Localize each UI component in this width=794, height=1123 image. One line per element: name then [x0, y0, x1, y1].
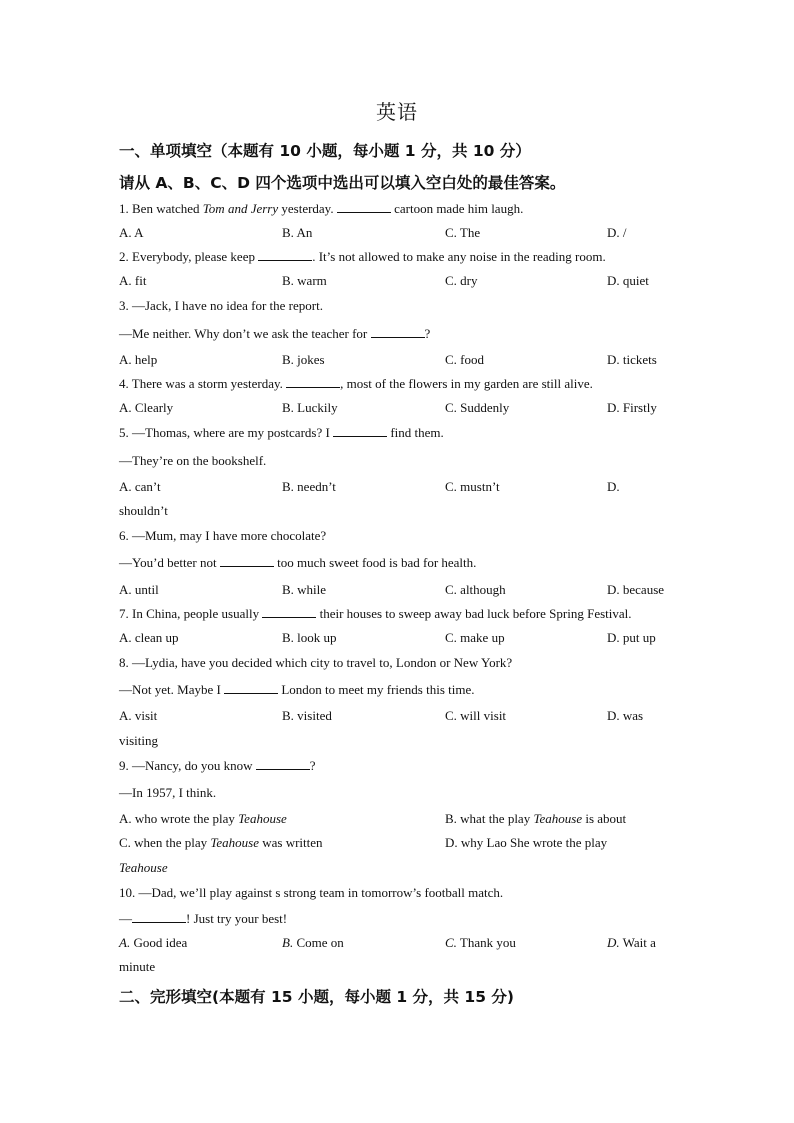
q3-option-b: B. jokes: [282, 352, 325, 367]
q8-option-b: B. visited: [282, 708, 332, 723]
q7-stem: 7. In China, people usually their houses to sweep away bad luck before Spring Festival.: [119, 606, 632, 621]
q6-stem: 6. —Mum, may I have more chocolate?: [119, 528, 327, 543]
q4-option-d: D. Firstly: [607, 400, 657, 415]
q5-stem: 5. —Thomas, where are my postcards? I find them.: [119, 425, 444, 440]
q8-option-c: C. will visit: [445, 708, 507, 723]
q2-stem: 2. Everybody, please keep . It’s not allowed to make any noise in the reading room.: [119, 249, 606, 264]
q8-option-a: A. visit: [119, 708, 158, 723]
q3-stem: 3. —Jack, I have no idea for the report.: [119, 298, 323, 313]
q4-option-a: A. Clearly: [119, 400, 174, 415]
q4-option-b: B. Luckily: [282, 400, 338, 415]
q10-option-a: A. Good idea: [119, 935, 188, 950]
answer-blank: [258, 249, 312, 261]
q5-option-b: B. needn’t: [282, 479, 336, 494]
q1-option-c: C. The: [445, 225, 481, 240]
answer-blank: [256, 758, 310, 770]
q10-stem: 10. —Dad, we’ll play against s strong team in tomorrow’s football match.: [119, 885, 504, 900]
q6-option-c: C. although: [445, 582, 506, 597]
answer-blank: [286, 376, 340, 388]
q1-stem: 1. Ben watched Tom and Jerry yesterday. cartoon made him laugh.: [119, 201, 524, 216]
q2-option-c: C. dry: [445, 273, 478, 288]
q2-option-d: D. quiet: [607, 273, 649, 288]
q7-option-b: B. look up: [282, 630, 337, 645]
q4-stem: 4. There was a storm yesterday. , most of the flowers in my garden are still alive.: [119, 376, 593, 391]
q8-stem: 8. —Lydia, have you decided which city to travel to, London or New York?: [119, 655, 513, 670]
section1-instruction: 请从 A、B、C、D 四个选项中选出可以填入空白处的最佳答案。: [119, 174, 566, 192]
q10-option-d-wrap: minute: [119, 959, 156, 974]
q6-reply: —You’d better not too much sweet food is bad for health.: [119, 555, 477, 570]
q5-option-c: C. mustn’t: [445, 479, 500, 494]
section1-heading: 一、单项填空（本题有 10 小题，每小题 1 分，共 10 分）: [119, 142, 531, 160]
q10-option-d: D. Wait a: [607, 935, 656, 950]
q3-option-c: C. food: [445, 352, 484, 367]
q6-option-d: D. because: [607, 582, 665, 597]
q6-option-a: A. until: [119, 582, 159, 597]
q10-option-b: B. Come on: [282, 935, 344, 950]
q10-reply: — ! Just try your best!: [119, 911, 288, 926]
q1-option-b: B. An: [282, 225, 313, 240]
q8-reply: —Not yet. Maybe I London to meet my friends this time.: [119, 682, 475, 697]
q6-option-b: B. while: [282, 582, 327, 597]
q7-option-d: D. put up: [607, 630, 656, 645]
q5-option-d-wrap: shouldn’t: [119, 503, 168, 518]
q5-option-a: A. can’t: [119, 479, 161, 494]
q7-option-a: A. clean up: [119, 630, 179, 645]
section2-heading: 二、完形填空(本题有 15 小题，每小题 1 分，共 15 分): [119, 988, 514, 1006]
q3-option-d: D. tickets: [607, 352, 657, 367]
q1-option-d: D. /: [607, 225, 627, 240]
answer-blank: [224, 682, 278, 694]
answer-blank: [333, 425, 387, 437]
answer-blank: [337, 201, 391, 213]
page-title: 英语: [376, 100, 418, 124]
q4-option-c: C. Suddenly: [445, 400, 510, 415]
q1-option-a: A. A: [119, 225, 144, 240]
q5-option-d: D.: [607, 479, 620, 494]
q7-option-c: C. make up: [445, 630, 505, 645]
q3-option-a: A. help: [119, 352, 158, 367]
q9-reply: —In 1957, I think.: [119, 785, 217, 800]
answer-blank: [132, 911, 186, 923]
answer-blank: [220, 555, 274, 567]
q9-option-c: C. when the play Teahouse was written: [119, 835, 323, 850]
q9-stem: 9. —Nancy, do you know ?: [119, 758, 316, 773]
q2-option-a: A. fit: [119, 273, 147, 288]
q8-option-d: D. was: [607, 708, 644, 723]
q8-option-d-wrap: visiting: [119, 733, 159, 748]
q10-option-c: C. Thank you: [445, 935, 516, 950]
answer-blank: [262, 606, 316, 618]
q5-reply: —They’re on the bookshelf.: [119, 453, 267, 468]
q9-option-d: D. why Lao She wrote the play: [445, 835, 608, 850]
q9-option-a: A. who wrote the play Teahouse: [119, 811, 287, 826]
q9-option-d-wrap: Teahouse: [119, 860, 168, 875]
answer-blank: [371, 326, 425, 338]
q9-option-b: B. what the play Teahouse is about: [445, 811, 627, 826]
q3-reply: —Me neither. Why don’t we ask the teacher for ?: [119, 326, 431, 341]
q2-option-b: B. warm: [282, 273, 327, 288]
